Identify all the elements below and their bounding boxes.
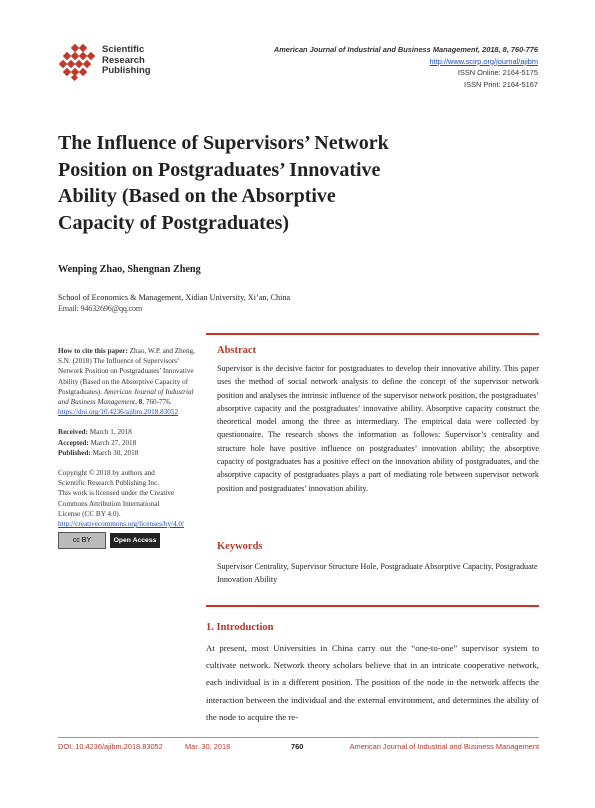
authors: Wenping Zhao, Shengnan Zheng	[58, 264, 201, 275]
cite-label: How to cite this paper:	[58, 347, 128, 355]
publisher-line1: Scientific	[102, 44, 145, 55]
journal-header	[274, 44, 538, 90]
footer-doi: DOI: 10.4236/ajibm.2018.83052	[58, 742, 163, 751]
publisher-line3: Publishing	[102, 65, 151, 76]
footer-journal: American Journal of Industrial and Business Management	[349, 742, 539, 751]
keywords-heading: Keywords	[217, 541, 263, 552]
issn-online: ISSN Online: 2164-5175	[457, 68, 538, 77]
introduction-body: At present, most Universities in China carry out the “one-to-one” supervisor system to cultivate network. Network theory scholars believe that in an intricate cooperative network, each individual is in a different position. The position of the node in the network affects the interaction between the individual and the external environment, and determines the ability of the node to acquire the re-	[206, 643, 539, 722]
cite-volume: 8	[138, 398, 143, 407]
cc-by-license-icon[interactable]: cc BY	[58, 532, 106, 549]
journal-citation: American Journal of Industrial and Business Management, 2018, 8, 760-776	[273, 45, 538, 54]
paper-title	[58, 130, 478, 236]
footer-date: Mar. 30, 2018	[185, 742, 231, 751]
page-number: 760	[291, 742, 304, 751]
title-line-2: Position on Postgraduates’ Innovative	[58, 158, 381, 181]
publisher-logo-icon	[58, 44, 98, 82]
page-footer	[58, 742, 539, 751]
published-label: Published:	[58, 448, 91, 457]
copyright-line-3: This work is licensed under the Creative	[58, 489, 175, 498]
published-date	[58, 448, 204, 458]
open-access-badge: Open Access	[110, 533, 160, 548]
issn-print: ISSN Print: 2164-5167	[464, 79, 538, 89]
accepted-label: Accepted:	[58, 438, 89, 447]
copyright-line-4: Commons Attribution International	[58, 499, 160, 508]
title-line-4: Capacity of Postgraduates)	[58, 211, 290, 234]
cite-journal: American Journal of Industrial and Business Management	[58, 387, 194, 407]
cite-pages: , 760-776.	[142, 398, 172, 407]
received-value: March 1, 2018	[87, 428, 132, 437]
accepted-date	[58, 438, 204, 448]
copyright-line-2: Scientific Research Publishing Inc.	[58, 479, 160, 488]
published-value: March 30, 2018	[90, 448, 139, 457]
accepted-value: March 27, 2018	[88, 438, 137, 447]
title-line-1: The Influence of Supervisors’ Network	[58, 132, 389, 154]
copyright-line-1: Copyright © 2018 by authors and	[58, 469, 155, 478]
abstract-body: Supervisor is the decisive factor for postgraduates to develop their innovative ability. This paper uses the method of social network analysis to define the concept of the supervisor network position and analyses the intrinsic influence of the supervisor network position, the postgraduates’ absorptive capacity and the postgraduates’ innovative ability. Absorptive capacity construct the theoretical model among the three as intermediary. The empirical data were collected by questionnaire. The research shows the information as follows: Supervisor’s centrality and structure hole have positive influence on postgraduates’ innovation ability; the absorptive capacity of postgraduates has a positive effect on the innovation ability of postgraduates, and the absorptive capacity of postgraduates plays a part of mediating role between supervisor network position and postgraduates’ innovation ability.	[217, 364, 539, 493]
received-label: Received:	[58, 428, 88, 437]
keywords-body: Supervisor Centrality, Supervisor Structure Hole, Postgraduate Absorptive Capacity, Postgraduate Innovation Ability	[217, 562, 538, 585]
cite-vol-pre: ,	[135, 398, 139, 407]
keywords-divider	[206, 605, 539, 607]
article-info-sidebar	[58, 346, 204, 549]
license-link[interactable]: http://creativecommons.org/licenses/by/4.0/	[58, 520, 185, 529]
abstract-divider	[206, 333, 539, 335]
email: Email: 94632696@qq.com	[58, 304, 143, 313]
abstract-heading: Abstract	[217, 345, 257, 356]
received-date	[58, 427, 204, 437]
copyright-line-5: License (CC BY 4.0).	[58, 509, 121, 518]
title-line-3: Ability (Based on the Absorptive	[58, 185, 336, 207]
cite-text: Zhao, W.P. and Zheng, S.N. (2018) The Influence of Supervisors’ Network Position on Postgraduates’ Innovative Ability (Based on the Absorptive Capacity of Postgraduates).	[58, 347, 195, 396]
publisher-name	[102, 45, 151, 77]
publisher-line2: Research	[102, 54, 145, 66]
journal-url-link[interactable]: http://www.scirp.org/journal/ajibm	[429, 56, 538, 66]
introduction-heading: 1. Introduction	[206, 622, 274, 633]
footer-divider	[58, 737, 539, 738]
affiliation: School of Economics & Management, Xidian University, Xi’an, China	[58, 293, 291, 302]
doi-link[interactable]: https://doi.org/10.4236/ajibm.2018.83052	[58, 408, 179, 417]
how-to-cite	[58, 346, 204, 407]
